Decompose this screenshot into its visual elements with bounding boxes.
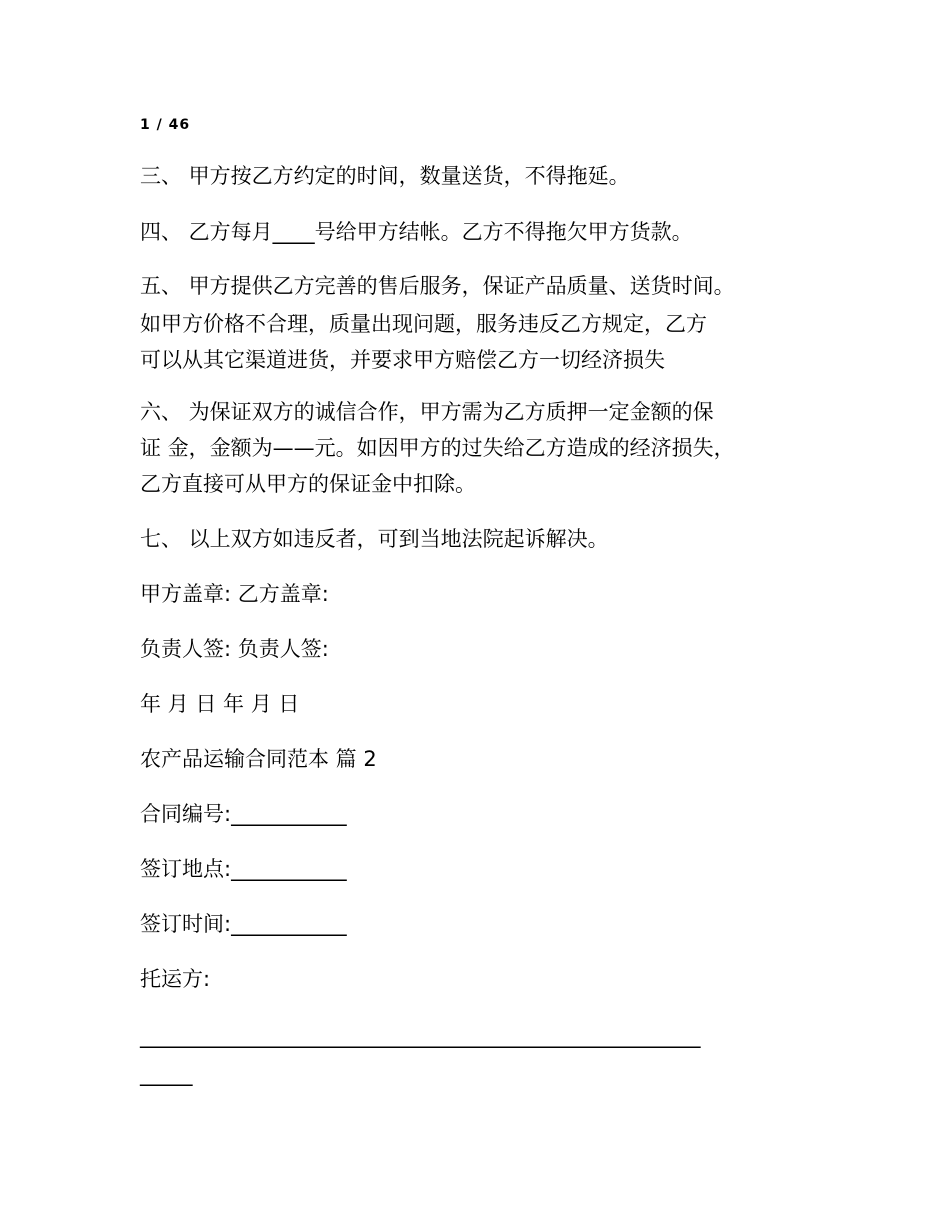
date-line: 年 月 日 年 月 日	[140, 692, 300, 716]
clause-7: 七、 以上双方如违反者，可到当地法院起诉解决。	[140, 527, 609, 551]
clause-4: 四、 乙方每月____号给甲方结帐。乙方不得拖欠甲方货款。	[140, 220, 693, 244]
fill-line-1: ________________________________________________________	[140, 1024, 700, 1048]
clause-5-line-3: 可以从其它渠道进货，并要求甲方赔偿乙方一切经济损失	[140, 348, 665, 372]
clause-5-line-2: 如甲方价格不合理，质量出现问题，服务违反乙方规定，乙方	[140, 312, 707, 336]
sign-time: 签订时间:___________	[140, 912, 347, 936]
shipper-label: 托运方:	[140, 967, 211, 991]
fill-line-2: _____	[140, 1062, 193, 1086]
contract-number: 合同编号:___________	[140, 802, 347, 826]
signer-line: 负责人签: 负责人签:	[140, 637, 329, 661]
clause-6-line-1: 六、 为保证双方的诚信合作，甲方需为乙方质押一定金额的保	[140, 400, 714, 424]
sign-place: 签订地点:___________	[140, 857, 347, 881]
section-title: 农产品运输合同范本 篇 2	[140, 747, 377, 771]
clause-6-line-3: 乙方直接可从甲方的保证金中扣除。	[140, 472, 476, 496]
clause-6-line-2: 证 金，金额为——元。如因甲方的过失给乙方造成的经济损失，	[140, 436, 735, 460]
clause-3: 三、 甲方按乙方约定的时间，数量送货，不得拖延。	[140, 164, 630, 188]
seal-line: 甲方盖章: 乙方盖章:	[140, 582, 329, 606]
page-number: 1 / 46	[140, 117, 191, 133]
clause-5-line-1: 五、 甲方提供乙方完善的售后服务，保证产品质量、送货时间。	[140, 274, 735, 298]
